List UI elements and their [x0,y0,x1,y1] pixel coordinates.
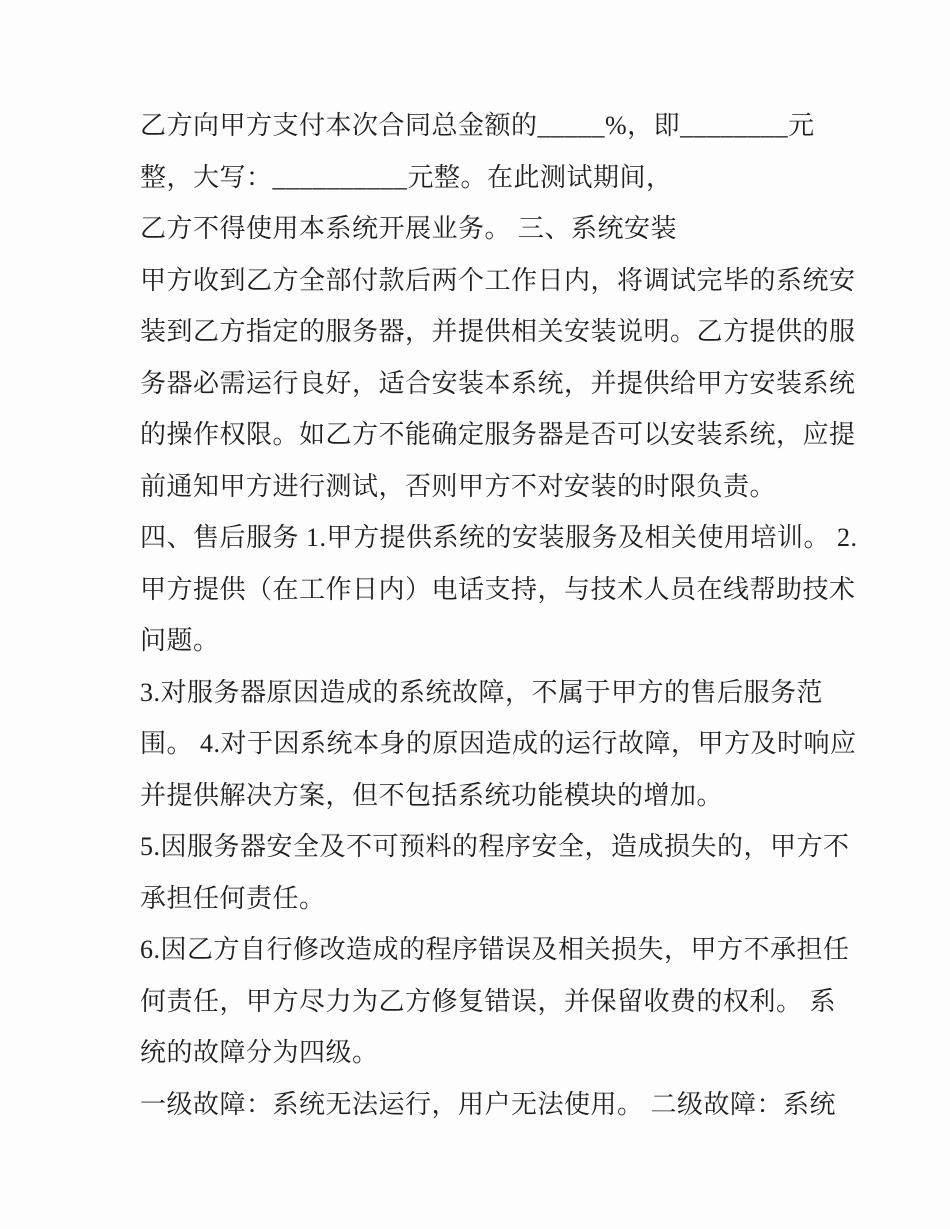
contract-line: 四、售后服务 1.甲方提供系统的安装服务及相关使用培训。 2. [140,523,858,552]
contract-line: 乙方不得使用本系统开展业务。 三、系统安装 [140,214,678,243]
contract-line: 并提供解决方案，但不包括系统功能模块的增加。 [140,780,724,810]
contract-line: 何责任，甲方尽力为乙方修复错误，并保留收费的权利。 系 [140,986,837,1016]
contract-line: 一级故障：系统无法运行，用户无法使用。 二级故障：系统 [140,1089,837,1119]
contract-line: 甲方提供（在工作日内）电话支持，与技术人员在线帮助技术 [140,574,856,604]
contract-line: 承担任何责任。 [140,883,326,913]
contract-line: 的操作权限。如乙方不能确定服务器是否可以安装系统，应提 [140,420,856,449]
contract-line: 整，大写：__________元整。在此测试期间， [140,162,673,192]
contract-text-block [140,100,858,1130]
contract-line: 务器必需运行良好，适合安装本系统，并提供给甲方安装系统 [140,368,856,398]
contract-line: 甲方收到乙方全部付款后两个工作日内，将调试完毕的系统安 [140,265,856,295]
contract-line: 装到乙方指定的服务器，并提供相关安装说明。乙方提供的服 [140,317,856,346]
contract-line: 乙方向甲方支付本次合同总金额的_____%，即________元 [140,111,815,140]
contract-line: 问题。 [140,626,220,655]
contract-line: 3.对服务器原因造成的系统故障，不属于甲方的售后服务范 [140,677,824,707]
contract-line: 前通知甲方进行测试，否则甲方不对安装的时限负责。 [140,471,777,501]
contract-line: 5.因服务器安全及不可预料的程序安全，造成损失的，甲方不 [140,832,850,861]
contract-line: 围。 4.对于因系统本身的原因造成的运行故障，甲方及时响应 [140,729,857,758]
contract-line: 统的故障分为四级。 [140,1038,379,1067]
contract-line: 6.因乙方自行修改造成的程序错误及相关损失，甲方不承担任 [140,935,850,964]
